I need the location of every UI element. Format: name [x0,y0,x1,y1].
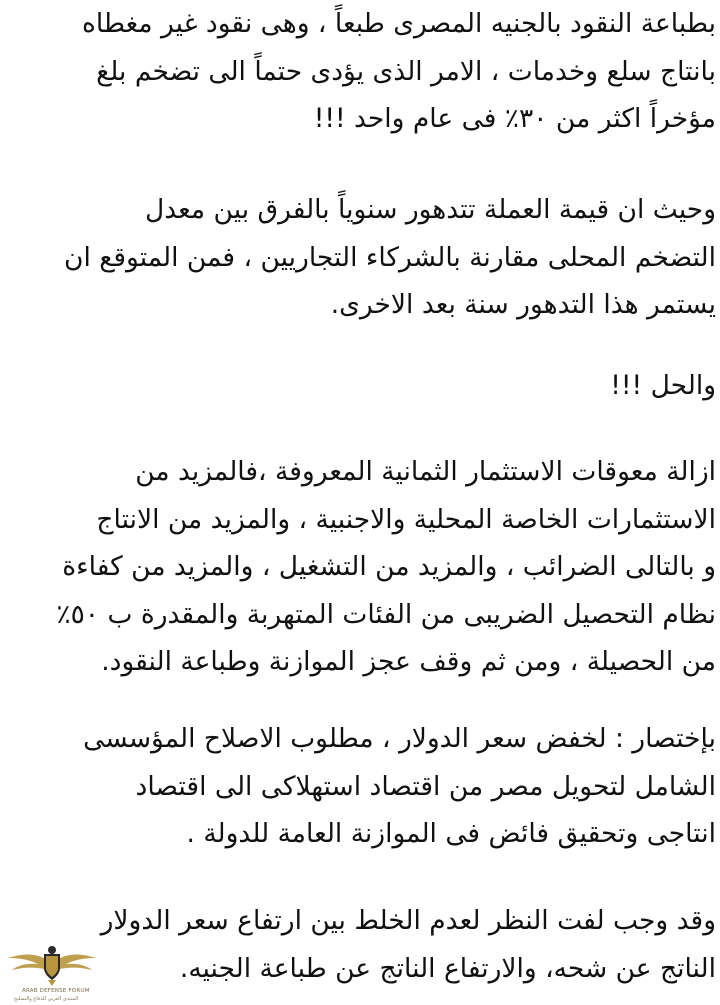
paragraph-1 [0,0,718,143]
paragraph-2 [0,186,718,329]
paragraph-line: بانتاج سلع وخدمات ، الامر الذى يؤدى حتماً الى تضخم بلغ [96,55,716,87]
paragraph-line: التضخم المحلى مقارنة بالشركاء التجاريين ، فمن المتوقع ان [64,241,716,273]
paragraph-line: و بالتالى الضرائب ، والمزيد من التشغيل ، والمزيد من كفاءة [62,551,716,582]
paragraph-line: بإختصار : لخفض سعر الدولار ، مطلوب الاصلاح المؤسسى [83,723,716,754]
paragraph-line: ازالة معوقات الاستثمار الثمانية المعروفة ،فالمزيد من [135,456,716,487]
watermark-title: ARAB DEFENSE FORUM [22,988,90,994]
paragraph-line: الشامل لتحويل مصر من اقتصاد استهلاكى الى اقتصاد [135,770,716,802]
paragraph-line: من الحصيلة ، ومن ثم وقف عجز الموازنة وطباعة النقود. [101,646,716,677]
paragraph-4 [0,448,718,686]
paragraph-3 [0,362,718,410]
paragraph-line: وحيث ان قيمة العملة تتدهور سنوياً بالفرق بين معدل [144,194,716,225]
paragraph-line: انتاجى وتحقيق فائض فى الموازنة العامة للدولة . [186,818,716,849]
paragraph-line: وقد وجب لفت النظر لعدم الخلط بين ارتفاع سعر الدولار [100,905,716,936]
paragraph-5 [0,715,718,858]
paragraph-6 [0,897,718,992]
paragraph-line: بطباعة النقود بالجنيه المصرى طبعاً ، وهى نقود غير مغطاه [81,8,716,39]
paragraph-line: الاستثمارات الخاصة المحلية والاجنبية ، والمزيد من الانتاج [96,503,716,535]
paragraph-line: الناتج عن شحه، والارتفاع الناتج عن طباعة الجنيه. [179,952,716,984]
watermark-subtitle: المنتدى العربي للدفاع والتسليح [14,996,79,1002]
paragraph-line: والحل !!! [610,370,716,401]
paragraph-line: مؤخراً اكثر من ٣٠٪ فى عام واحد !!! [313,103,716,134]
paragraph-line: يستمر هذا التدهور سنة بعد الاخرى. [330,289,716,320]
paragraph-line: نظام التحصيل الضريبى من الفئات المتهربة والمقدرة ب ٥٠٪ [56,598,716,630]
